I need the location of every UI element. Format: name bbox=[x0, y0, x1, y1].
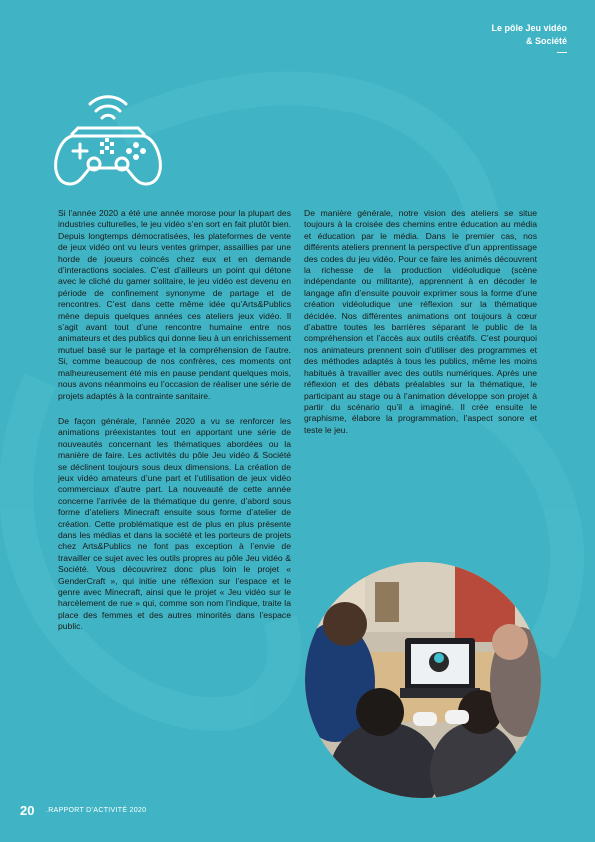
paragraph: De façon générale, l’année 2020 a vu se renforcer les animations préexistantes tout en apportant une série de nouveautés concernant les thématiques abordées ou la manière de faire. Les activités du pôle Jeu vidéo & Société se déclinent toujours sous deux dimensions. La création de jeux vidéo amateurs d’une part et l’utilisation de jeux vidéo commerciaux d’autre part. La nouveauté de cette année concerne l’arrivée de la thématique du genre, d’abord sous forme d’ateliers Minecraft ensuite sous forme d’atelier de création. Cette problématique est de plus en plus présente dans les médias et dans la société et les porteurs de projets chez Arts&Publics ne font pas exception à l’envie de travailler ce sujet avec les outils propres au pôle Jeu vidéo & Société. Vous découvrirez donc plus loin le projet « GenderCraft », qui initie une réflexion sur l’espace et le genre avec Minecraft, ainsi que le projet « Jeu vidéo sur le harcèlement de rue » qui, comme son nom l’indique, traite la place des femmes et des autres minorités dans l’espace public. bbox=[58, 415, 291, 632]
paragraph: De manière générale, notre vision des ateliers se situe toujours à la croisée des chemins entre éducation au média et éducation par le média. Dans le premier cas, nos différents ateliers prennent la perspective d’un apprentissage des codes du jeu vidéo. Pour ce faire les animés découvrent la richesse de la production vidéoludique (scène indépendante ou militante), apprennent à en décoder le langage afin d’ensuite pouvoir exprimer sous la forme d’une création vidéoludique une réflexion sur la thématique décidée. Nos différentes animations ont toujours à cœur d’abattre toutes les barrières séparant le public de la compréhension et l’accès aux outils créatifs. C’est pourquoi nos animateurs prennent soin d’utiliser des programmes et des méthodes adaptés à tous les publics, même les moins habitués à travailler avec des outils numériques. Après une réflexion et des débats préalables sur la thématique, le participant au stage ou à l’animation développe son projet à partir du scénario qu’il a imaginé. Il crée ensuite le graphisme, élabore la programmation, l’aspect sonore et teste le jeu. bbox=[304, 208, 537, 435]
footer-label: .RAPPORT D’ACTIVITÉ 2020 bbox=[46, 807, 147, 814]
paragraph: Si l’année 2020 a été une année morose pour la plupart des industries culturelles, le jeu vidéo s’en sort en fait plutôt bien. Depuis longtemps démocratisées, les plateformes de vente de jeux vidéo ont vu leurs ventes grimper, assaillies par une horde de joueurs coincés chez eux et en demande d’interactions sociales. C’est d’ailleurs un point qui détone avec le cliché du gamer solitaire, le jeu vidéo est devenu en période de confinement synonyme de partage et de rencontres. C’est dans cette même idée qu’Arts&Publics mène depuis quelques années ces ateliers jeux vidéo. Il s’agit avant tout d’une rencontre humaine entre nos animateurs et des publics qui donne lieu à un enrichissement mutuel basé sur le partage et la compréhension de l’autre. Si, comme beaucoup de nos confrères, ces moments ont malheureusement été mis en pause pendant quelques mois, nous avons néanmoins eu l’occasion de réaliser une série de projets adaptés à la contrainte sanitaire. bbox=[58, 208, 291, 401]
page-number: 20 bbox=[20, 803, 35, 818]
section-title: Le pôle Jeu vidéo & Société bbox=[491, 23, 567, 46]
workshop-photo bbox=[305, 562, 541, 798]
left-text-column bbox=[58, 208, 291, 647]
right-text-column bbox=[304, 208, 537, 450]
header-divider bbox=[557, 52, 567, 53]
gamepad-wifi-icon bbox=[50, 82, 166, 192]
